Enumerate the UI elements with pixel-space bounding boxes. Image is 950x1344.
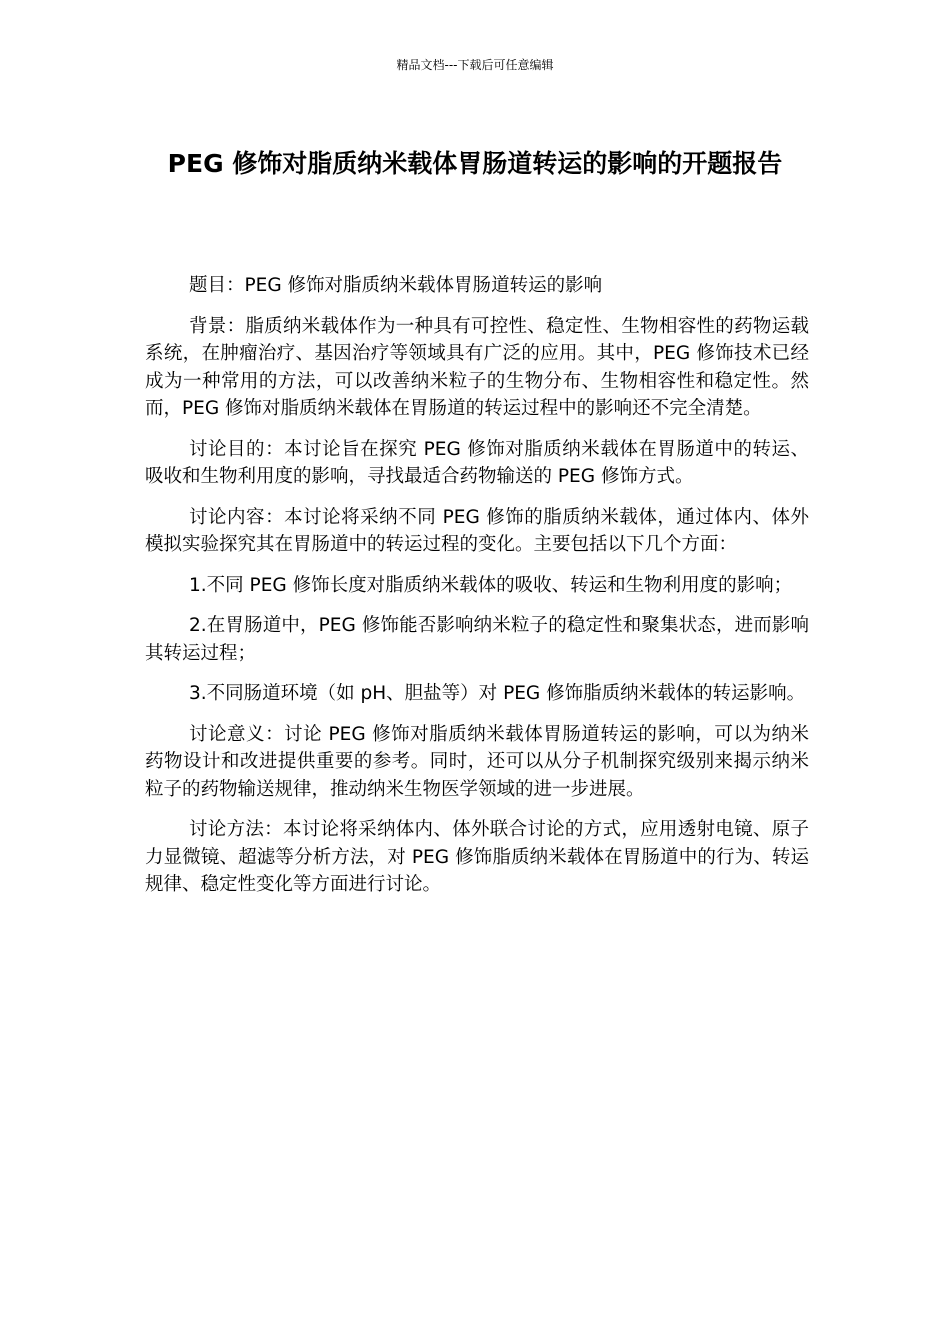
paragraph-item-1: 1.不同 PEG 修饰长度对脂质纳米载体的吸收、转运和生物利用度的影响； (189, 574, 793, 596)
document-body (145, 272, 809, 912)
paragraph-item-2: 2.在胃肠道中，PEG 修饰能否影响纳米粒子的稳定性和聚集状态，进而影响其转运过程； (145, 615, 809, 664)
paragraph-methods: 讨论方法：本讨论将采纳体内、体外联合讨论的方式，应用透射电镜、原子力显微镜、超滤等分析方法，对 PEG 修饰脂质纳米载体在胃肠道中的行为、转运规律、稳定性变化等方面进行讨论。 (145, 819, 809, 895)
paragraph-background: 背景：脂质纳米载体作为一种具有可控性、稳定性、生物相容性的药物运载系统，在肿瘤治疗、基因治疗等领域具有广泛的应用。其中，PEG 修饰技术已经成为一种常用的方法，可以改善纳米粒子的生物分布、生物相容性和稳定性。然而，PEG 修饰对脂质纳米载体在胃肠道的转运过程中的影响还不完全清楚。 (145, 315, 809, 419)
paragraph-objective: 讨论目的：本讨论旨在探究 PEG 修饰对脂质纳米载体在胃肠道中的转运、吸收和生物利用度的影响，寻找最适合药物输送的 PEG 修饰方式。 (145, 438, 809, 487)
paragraph-topic: 题目：PEG 修饰对脂质纳米载体胃肠道转运的影响 (189, 275, 603, 296)
paragraph-content: 讨论内容：本讨论将采纳不同 PEG 修饰的脂质纳米载体，通过体内、体外模拟实验探究其在胃肠道中的转运过程的变化。主要包括以下几个方面： (145, 506, 809, 555)
paragraph-item-3: 3.不同肠道环境（如 pH、胆盐等）对 PEG 修饰脂质纳米载体的转运影响。 (189, 683, 806, 704)
document-title: PEG 修饰对脂质纳米载体胃肠道转运的影响的开题报告 (167, 149, 783, 178)
header-note: 精品文档---下载后可任意编辑 (396, 58, 554, 72)
paragraph-significance: 讨论意义：讨论 PEG 修饰对脂质纳米载体胃肠道转运的影响，可以为纳米药物设计和改进提供重要的参考。同时，还可以从分子机制探究级别来揭示纳米粒子的药物输送规律，推动纳米生物医学领域的进一步进展。 (145, 723, 809, 800)
